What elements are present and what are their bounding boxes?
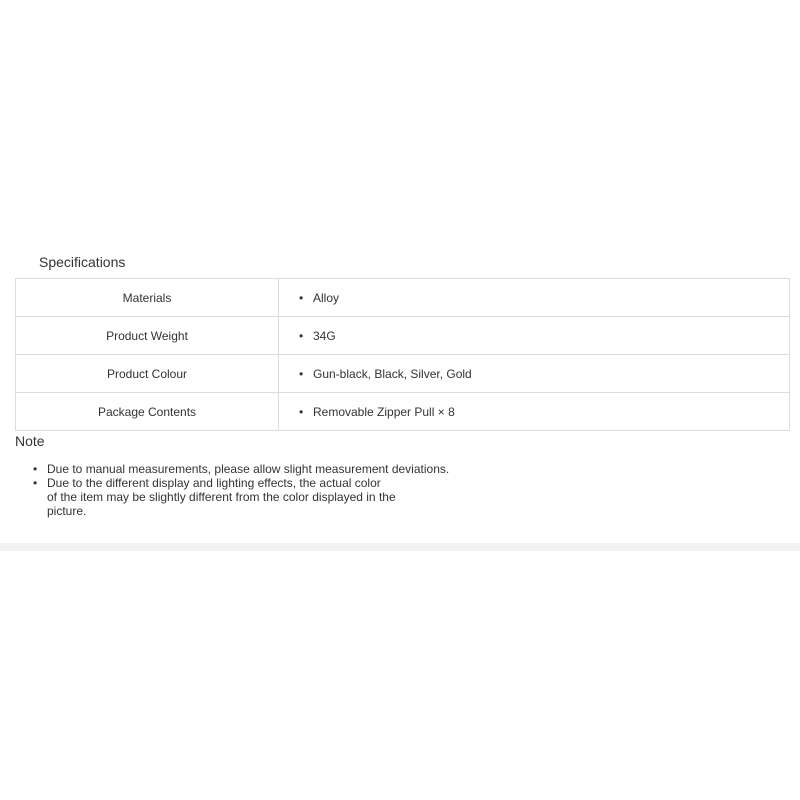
spec-value-text: Removable Zipper Pull × 8: [313, 404, 455, 419]
spec-label-product-colour: Product Colour: [16, 355, 279, 393]
specifications-table: [15, 278, 790, 431]
specifications-heading: Specifications: [39, 254, 126, 270]
table-row: [16, 393, 790, 431]
note-line: Due to manual measurements, please allow slight measurement deviations.: [47, 462, 450, 476]
spec-value-text: Alloy: [313, 290, 340, 305]
spec-value-text: Gun-black, Black, Silver, Gold: [313, 366, 472, 381]
bullet-icon: •: [299, 328, 304, 343]
bullet-icon: •: [299, 366, 304, 381]
spec-label-product-weight: Product Weight: [16, 317, 279, 355]
spec-value-package-contents: [279, 393, 790, 431]
table-row: [16, 279, 790, 317]
bullet-icon: •: [299, 290, 304, 305]
list-item: [33, 462, 467, 476]
spec-label-materials: Materials: [16, 279, 279, 317]
bullet-icon: •: [33, 462, 38, 476]
spec-value-materials: [279, 279, 790, 317]
bullet-icon: •: [299, 404, 304, 419]
note-line: of the item may be slightly different from the color displayed in the: [47, 490, 396, 504]
table-row: [16, 317, 790, 355]
spec-value-product-weight: [279, 317, 790, 355]
spec-value-product-colour: [279, 355, 790, 393]
list-item: [33, 476, 467, 518]
table-row: [16, 355, 790, 393]
bullet-icon: •: [33, 476, 38, 490]
note-list: [33, 462, 467, 518]
spec-value-text: 34G: [313, 328, 336, 343]
note-line: picture.: [47, 504, 87, 518]
note-heading: Note: [15, 433, 45, 449]
spec-label-package-contents: Package Contents: [16, 393, 279, 431]
section-divider: [0, 543, 800, 551]
note-line: Due to the different display and lighting effects, the actual color: [47, 476, 381, 490]
